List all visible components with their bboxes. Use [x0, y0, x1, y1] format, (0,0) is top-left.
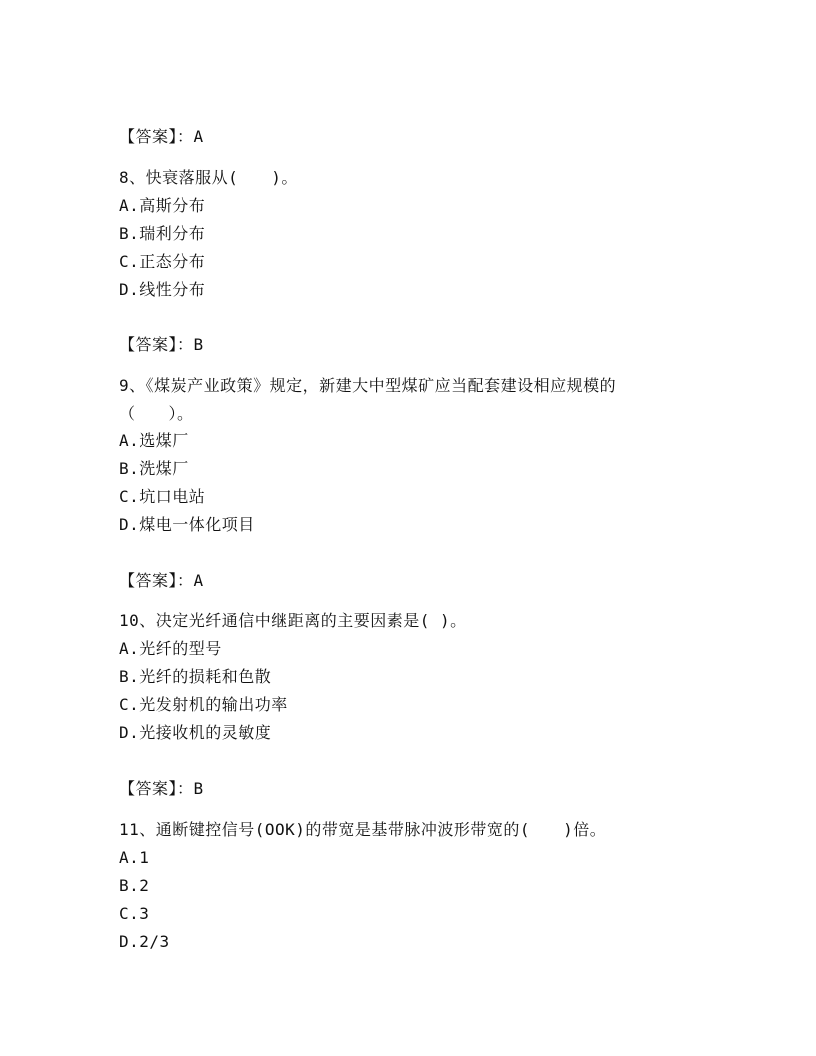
- question-11-option-a: A.1: [119, 848, 150, 867]
- question-8-option-d: D.线性分布: [119, 280, 206, 299]
- question-10-option-c: C.光发射机的输出功率: [119, 695, 288, 714]
- question-9-text-cont: （ ）。: [119, 404, 194, 423]
- question-8-option-c: C.正态分布: [119, 252, 206, 271]
- question-11-option-d: D.2/3: [119, 932, 170, 951]
- question-8-option-b: B.瑞利分布: [119, 224, 206, 243]
- question-9-text: 9、《煤炭产业政策》规定，新建大中型煤矿应当配套建设相应规模的: [119, 376, 617, 395]
- question-11-text: 11、通断键控信号(OOK)的带宽是基带脉冲波形带宽的( )倍。: [119, 820, 607, 839]
- question-9-option-b: B.洗煤厂: [119, 459, 189, 478]
- question-11-option-c: C.3: [119, 904, 150, 923]
- question-11-option-b: B.2: [119, 876, 150, 895]
- question-10-answer: 【答案】：B: [119, 779, 204, 798]
- answer-line: 【答案】：A: [119, 127, 204, 146]
- question-8-answer: 【答案】：B: [119, 335, 204, 354]
- question-10-option-d: D.光接收机的灵敏度: [119, 723, 272, 742]
- question-8-option-a: A.高斯分布: [119, 196, 206, 215]
- question-9-option-c: C.坑口电站: [119, 487, 206, 506]
- question-9-answer: 【答案】：A: [119, 571, 204, 590]
- question-10-option-a: A.光纤的型号: [119, 639, 222, 658]
- question-10-option-b: B.光纤的损耗和色散: [119, 667, 272, 686]
- question-10-text: 10、决定光纤通信中继距离的主要因素是( )。: [119, 611, 467, 630]
- question-9-option-a: A.选煤厂: [119, 431, 189, 450]
- question-8-text: 8、快衰落服从( )。: [119, 168, 298, 187]
- question-9-option-d: D.煤电一体化项目: [119, 515, 255, 534]
